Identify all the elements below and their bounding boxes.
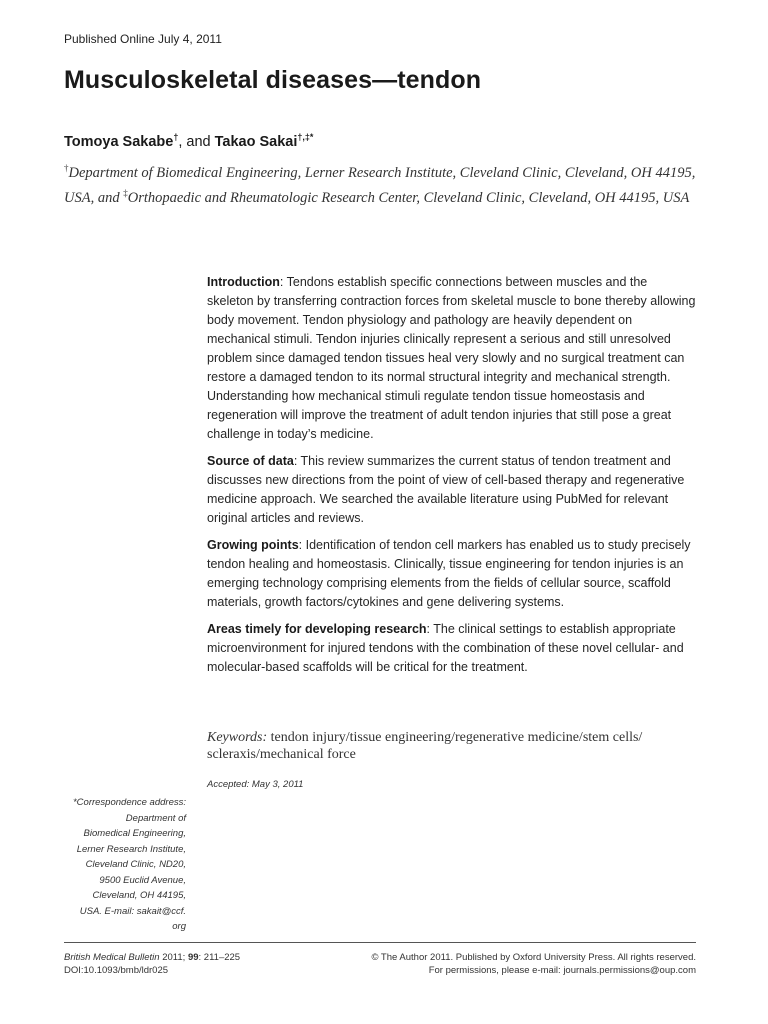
areas-label: Areas timely for developing research [207,622,427,636]
growing-text: : Identification of tendon cell markers has enabled us to study precisely tendon healing and homeostasis. Clinically, tissue engineering for tendon injuries is an emerging technology comprising elements from the fields of cellular source, scaffold materials, growth factors/cytokines and gene delivering systems. [207,538,691,609]
correspondence-address [40,795,186,935]
author-sakabe: Tomoya Sakabe [64,133,174,150]
permissions-line: For permissions, please e-mail: journals.permissions@oup.com [428,965,696,976]
doi: DOI:10.1093/bmb/ldr025 [64,965,169,976]
source-label: Source of data [207,454,294,468]
introduction-text: : Tendons establish specific connections between muscles and the skeleton by transferring contraction forces from skeletal muscle to bone thereby allowing body movement. Tendon physiology and pathology are heavily dependent on mechanical stimuli. Tendon injuries clinically represent a serious and still unresolved problem since damaged tendon tissues heal very slowly and no surgical treatment can restore a damaged tendon to its normal structural integrity and mechanical strength. Understanding how mechanical stimuli regulate tendon tissue homeostasis and regeneration will improve the treatment of adult tendon injuries that still pose a great challenge in today’s medicine. [207,275,696,441]
author-separator: , and [178,133,215,150]
corr-line: *Correspondence address: [72,797,186,808]
corr-line: org [172,921,186,932]
keywords-label: Keywords: [207,730,268,745]
article-title: Musculoskeletal diseases—tendon [64,66,482,94]
affil-text-1: Department of Biomedical Engineering, Lerner Research Institute, Cleveland Clinic, Cleveland, OH 44195, USA, and [64,164,696,206]
citation-volume: 99 [187,952,199,963]
abstract-source [207,452,697,528]
footer-divider [64,942,696,943]
published-date: Published Online July 4, 2011 [64,32,222,46]
introduction-label: Introduction [207,275,280,289]
abstract [207,273,697,685]
corr-line: Cleveland, OH 44195, [92,890,186,901]
author-sakai-mark: †,‡* [297,132,314,142]
author-sakabe-mark: † [173,132,179,142]
journal-name: British Medical Bulletin [64,952,160,963]
corr-line: 9500 Euclid Avenue, [99,874,186,886]
citation-year: 2011; [159,952,188,963]
citation-pages: : 211–225 [198,952,241,963]
keywords-text: tendon injury/tissue engineering/regenerative medicine/stem cells/ scleraxis/mechanical force [207,730,643,762]
accepted-date: Accepted: May 3, 2011 [207,779,304,790]
keywords [207,729,702,763]
copyright-info [371,951,696,977]
corr-line: Lerner Research Institute, [76,843,186,855]
affil-mark-2: ‡ [123,187,128,198]
author-sakai: Takao Sakai [214,133,298,150]
corr-line: Cleveland Clinic, ND20, [85,859,186,870]
source-text: : This review summarizes the current status of tendon treatment and discusses new directions from the point of view of cell-based therapy and regenerative medicine approach. We searched the available literature using PubMed for relevant original articles and reviews. [207,454,685,525]
affil-text-2: Orthopaedic and Rheumatologic Research Center, Cleveland Clinic, Cleveland, OH 44195, USA [127,189,690,206]
areas-text: : The clinical settings to establish appropriate microenvironment for injured tendons with the combination of these novel cellular- and molecular-based scaffolds will be critical for the treatment. [207,622,684,674]
abstract-introduction [207,273,697,444]
corr-line: Biomedical Engineering, [83,828,186,839]
citation-info [64,951,240,977]
corr-line: Department of [125,812,186,824]
corr-line: USA. E-mail: sakait@ccf. [79,905,186,917]
affiliations [64,158,704,208]
citation-line [64,951,240,964]
affil-mark-1: † [64,163,69,173]
copyright-line: © The Author 2011. Published by Oxford University Press. All rights reserved. [371,952,696,963]
abstract-areas [207,620,697,677]
author-list [64,132,313,150]
abstract-growing [207,536,697,612]
growing-label: Growing points [207,538,299,552]
